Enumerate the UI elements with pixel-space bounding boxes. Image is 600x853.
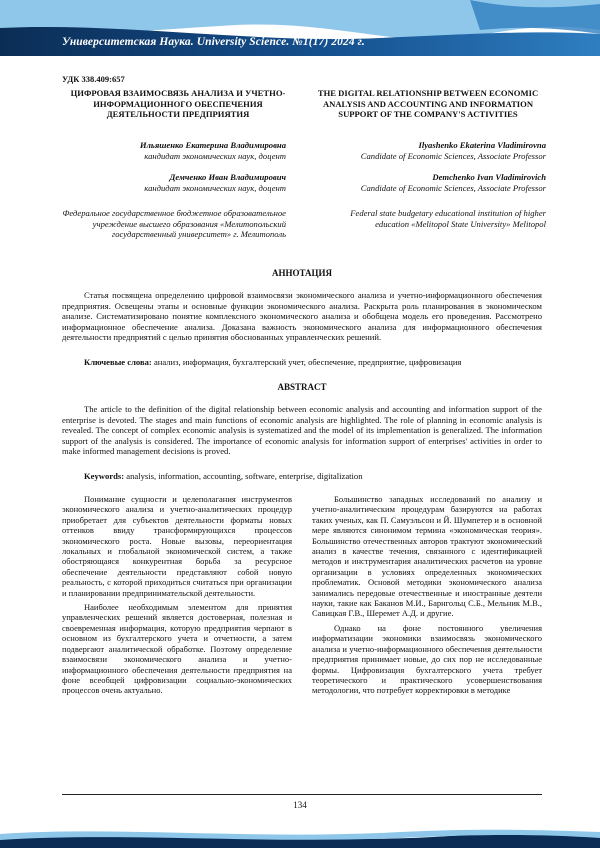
header-wave-graphic <box>0 0 600 62</box>
annotation-text <box>62 290 542 343</box>
keywords-en <box>62 471 542 482</box>
author-1-ru <box>62 140 286 161</box>
journal-header-bar <box>0 0 600 62</box>
keywords-list: анализ, информация, бухгалтерский учет, обеспечение, предприятие, цифровизация <box>151 357 462 367</box>
affiliation-en: Federal state budgetary educational institution of higher education «Melitopol State University» Melitopol <box>350 208 546 229</box>
abstract-paragraph: The article to the definition of the digital relationship between economic analysis and accounting and information support of the enterprise is devoted. The stages and main functions of economic analysis are highlighted. The role of planning in economic analysis is revealed. The concept of complex economic analysis is systematized and the model of its implementation is generalized. The information support of the analysis is considered. The importance of economic analysis for information support of enterprises' activities in order to make informed management decisions is proved. <box>62 404 542 457</box>
author-degree: Candidate of Economic Sciences, Associate Professor <box>360 150 546 161</box>
body-column-right <box>312 494 542 700</box>
abstract-text <box>62 404 542 457</box>
article-title-en: THE DIGITAL RELATIONSHIP BETWEEN ECONOMIC ANALYSIS AND ACCOUNTING AND INFORMATION SUPPORT OF THE COMPANY'S ACTIVITIES <box>317 88 539 120</box>
author-name: Demchenko Ivan Vladimirovich <box>432 172 546 182</box>
body-paragraph: Большинство западных исследований по анализу и учетно-аналитическим процедурам базируются на работах таких ученых, как П. Самуэльсон и Й. Шумпетер и в основной мере являются синонимом термина «экономическая теория». Большинство отечественных авторов трактуют экономический анализ в качестве течения, связанного с идентификацией методов и инструментария аналитических расчетов на уровне организации в условиях определенных экономических проблематик. Основой методики экономического анализа занимались передовые отечественные и иностранные деятели науки, такие как Баканов М.И., Барнгольц С.Б., Мельник М.В., Савицкая Г.В., Шеремет А.Д. и другие. <box>312 494 542 619</box>
body-paragraph: Наиболее необходимым элементом для принятия управленческих решений является достоверная, полезная и своевременная информация, которую предприятия черпают в основном из бухгалтерского учета и отчетности, а затем подвергают аналитической обработке. Поэтому определение взаимосвязи экономического анализа и учетно-информационного обеспечения деятельности предприятия на фоне всеобщей цифровизации социально-экономических процессов очень актуально. <box>62 602 292 696</box>
annotation-paragraph: Статья посвящена определению цифровой взаимосвязи экономического анализа и учетно-информационного обеспечения предприятия. Освещены этапы и основные функции экономического анализа. Раскрыта роль планирования в экономическом анализе. Систематизировано понятие комплексного экономического анализа и обобщена модель его проведения. Рассмотрено информационное обеспечение анализа. Доказана важность экономического анализа для информационного обеспечения деятельности предприятий с целью принятия обоснованных управленческих решений. <box>62 290 542 343</box>
keywords-list: analysis, information, accounting, software, enterprise, digitalization <box>124 471 363 481</box>
author-2-en <box>322 172 546 193</box>
page-number: 134 <box>293 800 307 810</box>
author-name: Ильяшенко Екатерина Владимировна <box>139 140 286 150</box>
body-column-left <box>62 494 292 700</box>
udk-code: УДК 338.409:657 <box>62 74 125 84</box>
keywords-ru <box>62 357 542 368</box>
author-degree: Candidate of Economic Sciences, Associate Professor <box>360 182 546 193</box>
footer-wave-graphic <box>0 824 600 848</box>
body-paragraph: Однако на фоне постоянного увеличения информатизации экономики взаимосвязь экономического анализа и учетно-информационного обеспечения деятельности предприятия принимает новые, до сих пор не исследованные формы. Цифровизация бухгалтерского учета требует теоретического и практического усовершенствования методологии, что потребует корректировки в методике <box>312 622 542 696</box>
article-title-ru: ЦИФРОВАЯ ВЗАИМОСВЯЗЬ АНАЛИЗА И УЧЕТНО-ИНФОРМАЦИОННОГО ОБЕСПЕЧЕНИЯ ДЕЯТЕЛЬНОСТИ ПРЕДПРИЯТИЯ <box>70 88 286 120</box>
body-paragraph: Понимание сущности и целеполагания инструментов экономического анализа и учетно-аналитических процедур приобретает для субъектов деятельности форматы новых оттенков ввиду трансформирующихся процессов экономического роста. Новые вызовы, переориентация локальных и глобальной экономической систем, а также обостряющаяся конкурентная борьба за ресурсное обеспечение деятельности представляют собой новую реальность, с которой приходиться считаться при организации и планировании предпринимательской деятельности. <box>62 494 292 598</box>
journal-title: Университетская Наука. University Science. №1(17) 2024 г. <box>62 36 365 48</box>
abstract-heading: ABSTRACT <box>277 382 327 392</box>
author-degree: кандидат экономических наук, доцент <box>144 182 286 193</box>
author-name: Демченко Иван Владимирович <box>169 172 286 182</box>
annotation-heading: АННОТАЦИЯ <box>271 268 333 278</box>
author-2-ru <box>62 172 286 193</box>
author-1-en <box>322 140 546 161</box>
affiliation-ru: Федеральное государственное бюджетное образовательное учреждение высшего образования «Мелитопольский государственный университет» г. Мелитополь <box>62 208 286 240</box>
author-name: Ilyashenko Ekaterina Vladimirovna <box>418 140 546 150</box>
keywords-label: Ключевые слова: <box>84 357 152 367</box>
author-degree: кандидат экономических наук, доцент <box>144 150 286 161</box>
keywords-label: Keywords: <box>84 471 125 481</box>
footer-divider <box>62 794 542 795</box>
